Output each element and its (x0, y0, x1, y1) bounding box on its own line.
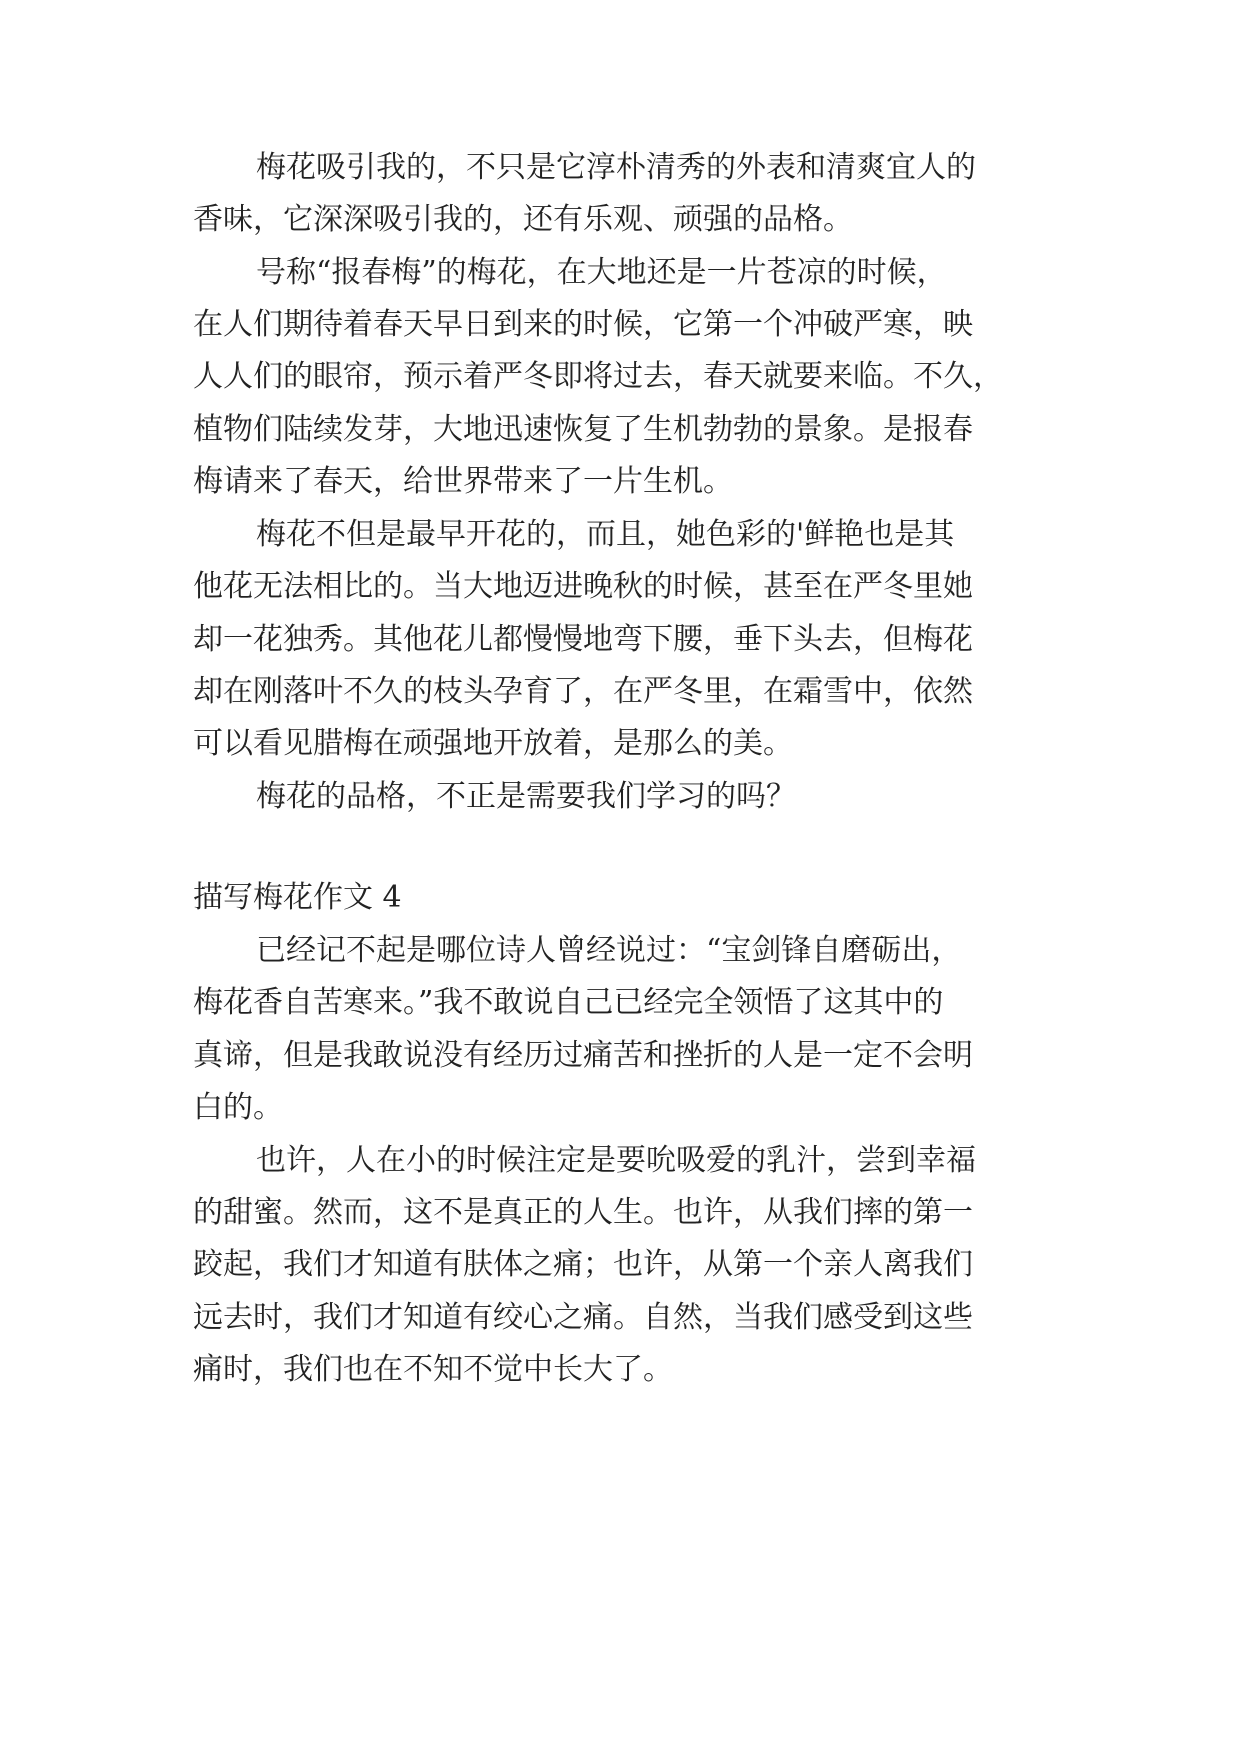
paragraph-6-line-5: 痛时，我们也在不知不觉中长大了。 (193, 1352, 673, 1387)
paragraph-6-line-4: 远去时，我们才知道有绞心之痛。自然，当我们感受到这些 (193, 1300, 973, 1335)
paragraph-3-line-3: 却一花独秀。其他花儿都慢慢地弯下腰，垂下头去，但梅花 (193, 622, 973, 657)
paragraph-6-line-2: 的甜蜜。然而，这不是真正的人生。也许，从我们摔的第一 (193, 1195, 973, 1230)
paragraph-2-line-3: 人人们的眼帘，预示着严冬即将过去，春天就要来临。不久， (193, 359, 1003, 394)
paragraph-2-line-4: 植物们陆续发芽，大地迅速恢复了生机勃勃的景象。是报春 (193, 412, 973, 447)
paragraph-5-line-1: 已经记不起是哪位诗人曾经说过：“宝剑锋自磨砺出， (256, 933, 962, 968)
paragraph-6-line-3: 跤起，我们才知道有肤体之痛；也许，从第一个亲人离我们 (193, 1247, 973, 1282)
paragraph-2-line-5: 梅请来了春天，给世界带来了一片生机。 (193, 464, 733, 499)
paragraph-3-line-4: 却在刚落叶不久的枝头孕育了，在严冬里，在霜雪中，依然 (193, 674, 973, 709)
paragraph-3-line-5: 可以看见腊梅在顽强地开放着，是那么的美。 (193, 726, 793, 761)
paragraph-1-line-1: 梅花吸引我的，不只是它淳朴清秀的外表和清爽宜人的 (256, 150, 976, 185)
paragraph-2-line-2: 在人们期待着春天早日到来的时候，它第一个冲破严寒，映 (193, 307, 973, 342)
section-title: 描写梅花作文 4 (193, 880, 402, 915)
paragraph-3-line-2: 他花无法相比的。当大地迈进晚秋的时候，甚至在严冬里她 (193, 569, 973, 604)
paragraph-5-line-4: 白的。 (193, 1090, 283, 1125)
paragraph-5-line-3: 真谛，但是我敢说没有经历过痛苦和挫折的人是一定不会明 (193, 1038, 973, 1073)
paragraph-4-line-1: 梅花的品格，不正是需要我们学习的吗？ (256, 779, 796, 814)
paragraph-1-line-2: 香味，它深深吸引我的，还有乐观、顽强的品格。 (193, 202, 853, 237)
paragraph-5-line-2: 梅花香自苦寒来。”我不敢说自己已经完全领悟了这其中的 (193, 985, 944, 1020)
paragraph-2-line-1: 号称“报春梅”的梅花，在大地还是一片苍凉的时候， (256, 255, 947, 290)
paragraph-6-line-1: 也许，人在小的时候注定是要吮吸爱的乳汁，尝到幸福 (256, 1143, 976, 1178)
paragraph-3-line-1: 梅花不但是最早开花的，而且，她色彩的'鲜艳也是其 (256, 517, 955, 552)
